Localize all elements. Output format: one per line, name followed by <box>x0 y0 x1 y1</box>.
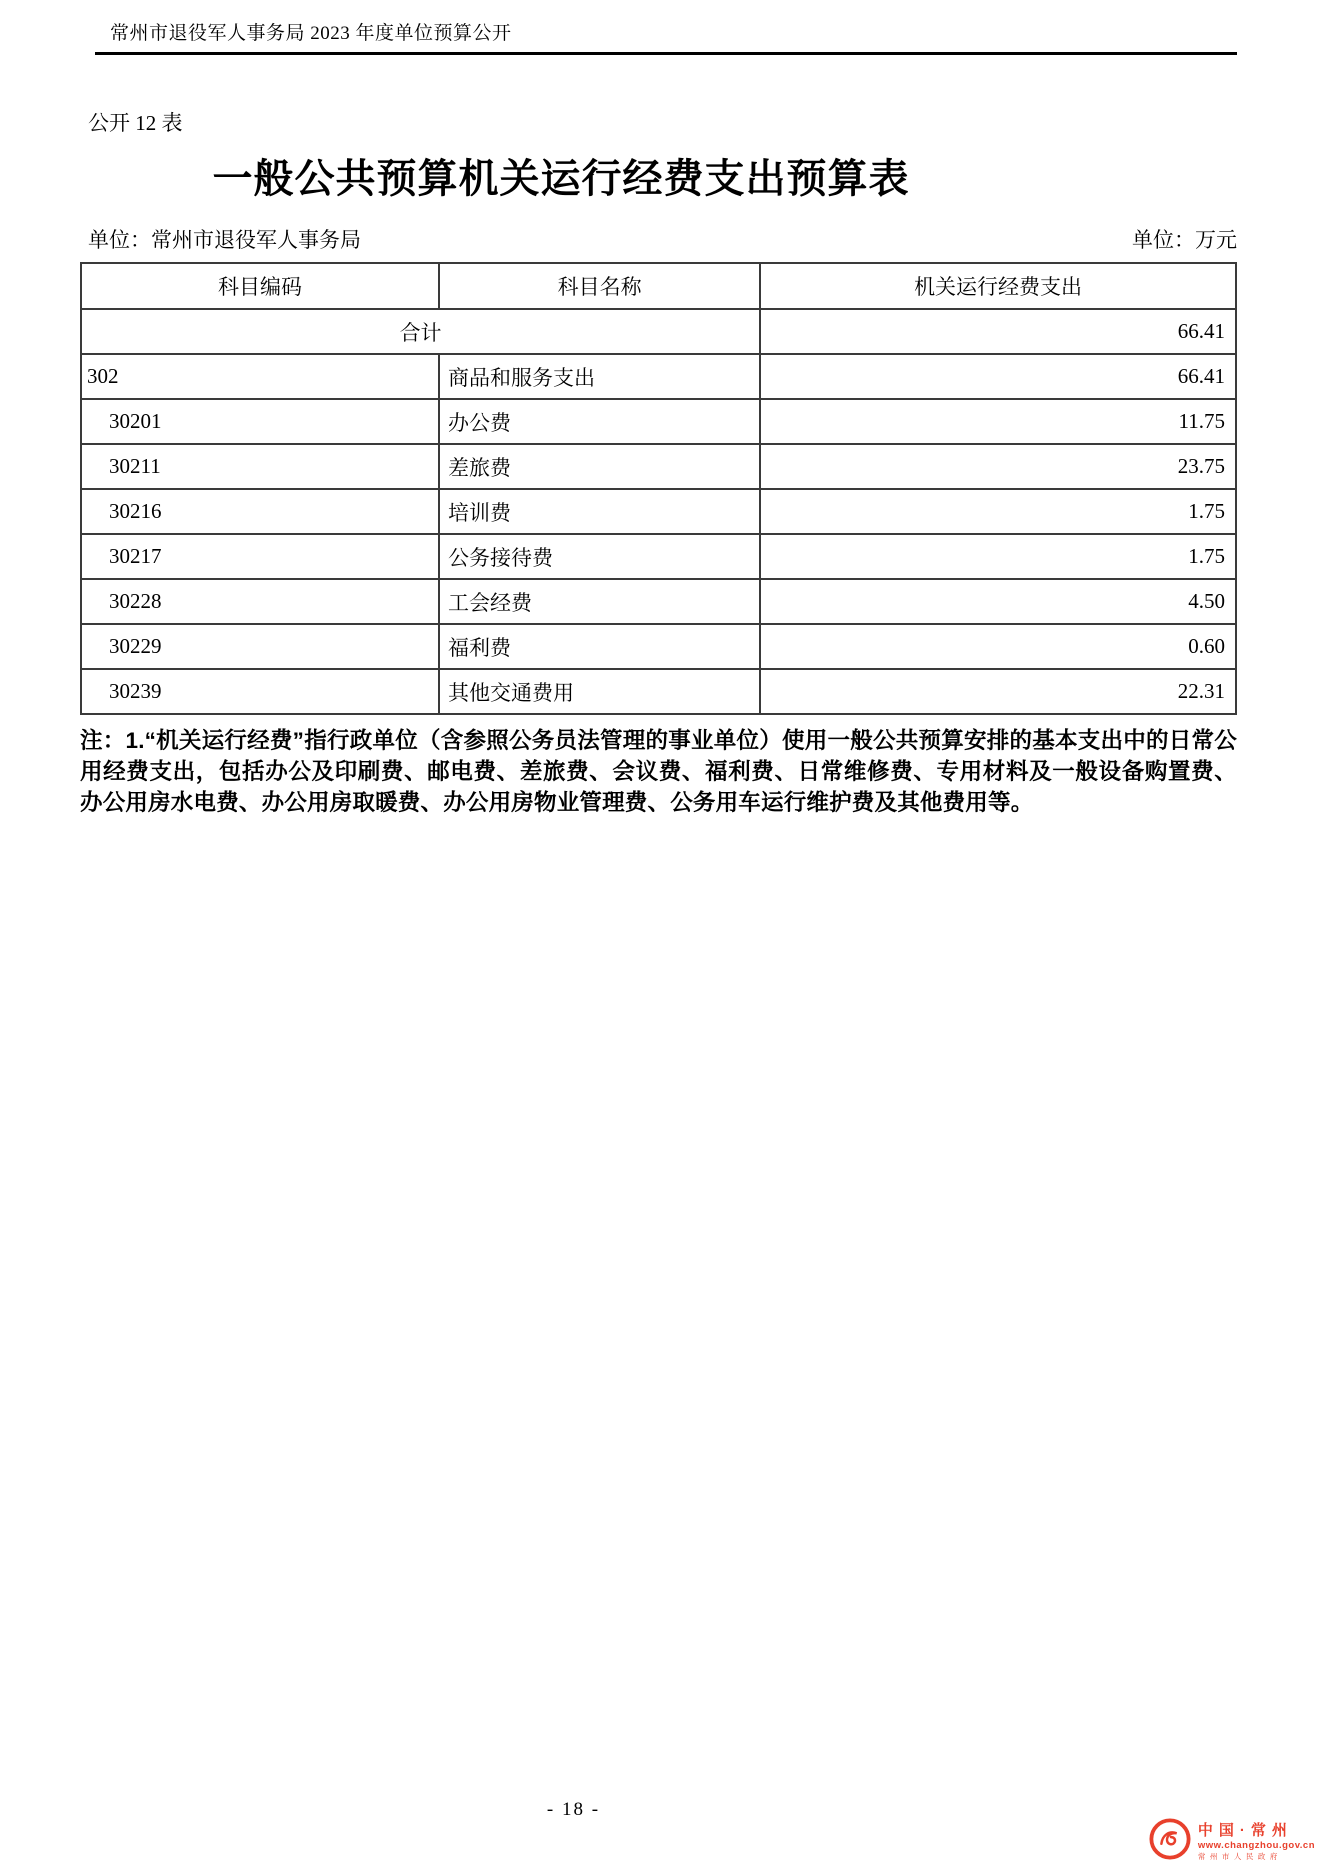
footnote: 注：1.“机关运行经费”指行政单位（含参照公务员法管理的事业单位）使用一般公共预算安排的基本支出中的日常公用经费支出，包括办公及印刷费、邮电费、差旅费、会议费、福利费、日常维修费、专用材料及一般设备购置费、办公用房水电费、办公用房取暖费、办公用房物业管理费、公务用车运行维护费及其他费用等。 <box>80 728 1237 815</box>
table-label: 公开 12 表 <box>88 111 183 135</box>
value-cell: 22.31 <box>760 669 1236 714</box>
document-header: 常州市退役军人事务局 2023 年度单位预算公开 <box>110 23 512 44</box>
gov-logo-title: 中国·常州 <box>1197 1821 1293 1839</box>
name-cell: 办公费 <box>439 399 760 444</box>
unit-currency-label: 单位：万元 <box>1132 228 1237 252</box>
unit-row <box>80 224 1237 254</box>
gov-logo-url: www.changzhou.gov.cn <box>1197 1840 1315 1852</box>
code-cell: 30217 <box>81 534 439 579</box>
table-row <box>81 624 1236 669</box>
value-cell: 11.75 <box>760 399 1236 444</box>
value-cell: 1.75 <box>760 489 1236 534</box>
name-cell: 培训费 <box>439 489 760 534</box>
name-cell: 差旅费 <box>439 444 760 489</box>
name-cell: 其他交通费用 <box>439 669 760 714</box>
code-cell: 30201 <box>81 399 439 444</box>
value-cell: 66.41 <box>760 309 1236 354</box>
table-row <box>81 579 1236 624</box>
table-body <box>81 309 1236 714</box>
code-cell: 30229 <box>81 624 439 669</box>
table-row <box>81 534 1236 579</box>
table-row <box>81 309 1236 354</box>
header-rule <box>95 52 1237 55</box>
table-row <box>81 669 1236 714</box>
unit-name-label: 单位：常州市退役军人事务局 <box>88 228 361 252</box>
value-cell: 1.75 <box>760 534 1236 579</box>
table-row <box>81 399 1236 444</box>
code-cell: 30239 <box>81 669 439 714</box>
page-title: 一般公共预算机关运行经费支出预算表 <box>212 157 910 201</box>
total-label-cell: 合计 <box>81 309 760 354</box>
value-cell: 4.50 <box>760 579 1236 624</box>
column-header-operating-expense: 机关运行经费支出 <box>760 263 1236 309</box>
value-cell: 0.60 <box>760 624 1236 669</box>
code-cell: 302 <box>81 354 439 399</box>
column-header-subject-code: 科目编码 <box>81 263 439 309</box>
page-number: - 18 - <box>546 1799 601 1820</box>
column-header-subject-name: 科目名称 <box>439 263 760 309</box>
name-cell: 商品和服务支出 <box>439 354 760 399</box>
gov-logo-subtitle: 常州市人民政府 <box>1197 1852 1282 1862</box>
code-cell: 30216 <box>81 489 439 534</box>
name-cell: 工会经费 <box>439 579 760 624</box>
value-cell: 23.75 <box>760 444 1236 489</box>
table-row <box>81 444 1236 489</box>
code-cell: 30211 <box>81 444 439 489</box>
table-row <box>81 354 1236 399</box>
document-content <box>0 0 1323 818</box>
gov-logo-text <box>1198 1822 1315 1862</box>
code-cell: 30228 <box>81 579 439 624</box>
budget-table <box>80 262 1237 715</box>
name-cell: 福利费 <box>439 624 760 669</box>
name-cell: 公务接待费 <box>439 534 760 579</box>
table-header-row <box>81 263 1236 309</box>
dragon-seal-icon <box>1149 1818 1191 1865</box>
gov-logo <box>1149 1818 1315 1865</box>
value-cell: 66.41 <box>760 354 1236 399</box>
table-row <box>81 489 1236 534</box>
